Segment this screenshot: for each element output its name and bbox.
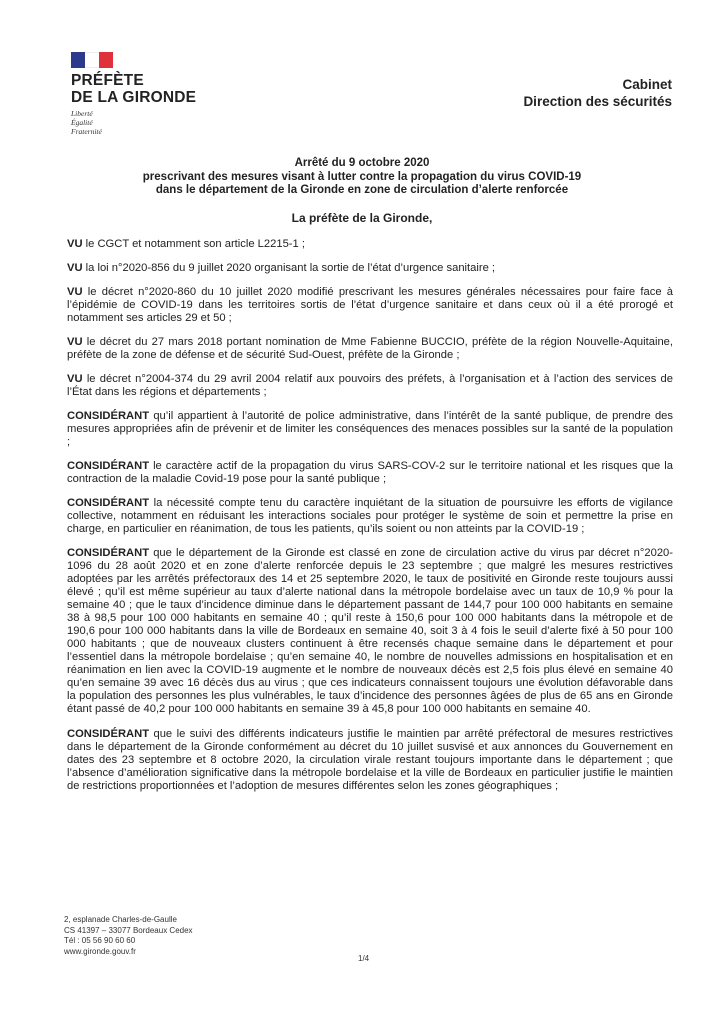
motto-fraternite: Fraternité xyxy=(71,127,102,136)
decree-author: La préfète de la Gironde, xyxy=(291,211,433,225)
prefecture-name-line1: PRÉFÈTE xyxy=(71,72,144,89)
paragraph-vu-decret-2020-860 xyxy=(67,286,673,325)
paragraph-text: la loi n°2020-856 du 9 juillet 2020 organisant la sortie de l’état d’urgence sanitaire ; xyxy=(82,262,496,274)
paragraph-text: que le département de la Gironde est classé en zone de circulation active du virus par décret n°2020-1096 du 28 août 2020 et en zone d’alerte renforcée depuis le 23 septembre ; que malgré les mesures restrictives adoptées par les arrêtés préfectoraux des 14 et 25 septembre 2020, le taux de positivité en Gironde reste toujours aussi élevé ; qu’il est même supérieur au taux d’alerte national dans la métropole bordelaise avec un taux de 10,9 % pour la semaine 40 ; que le taux d’incidence diminue dans le département passant de 144,7 pour 100 000 habitants en semaine 38 à 98,5 pour 100 000 habitants en semaine 40 ; qu’il reste à 150,6 pour 100 000 habitants dans la métropole et de 190,6 pour 100 000 habitants dans la ville de Bordeaux en semaine 40, soit 3 à 4 fois le seuil d’alerte fixé à 50 pour 100 000 habitants ; que de nouveaux clusters continuent à être recensés chaque semaine dans le département et pour l’essentiel dans la métropole bordelaise ; qu’en semaine 40, le nombre de nouvelles admissions en hospitalisation et en réanimation en lien avec la COVID-19 augmente et le nombre de nouveaux décès est 2,5 fois plus élevé en semaine 40 qu’en semaine 39 avec 16 décès dus au virus ; que ces indicateurs connaissent toujours une évolution défavorable dans la population des personnes les plus vulnérables, le taux d’incidence des personnes âgées de plus de 65 ans en Gironde étant passé de 40,2 pour 100 000 habitants en semaine 39 à 45,8 pour 100 000 habitants en semaine 40. xyxy=(67,547,673,715)
page-number: 1/4 xyxy=(358,954,370,963)
footer-website: www.gironde.gouv.fr xyxy=(64,946,136,956)
paragraph-text: le décret n°2020-860 du 10 juillet 2020 modifié prescrivant les mesures générales nécessaires pour faire face à l’épidémie de COVID-19 dans les territoires sortis de l’état d’urgence sanitaire et dans ceux où il a été prorogé et notamment ses articles 29 et 50 ; xyxy=(67,286,673,324)
decree-title xyxy=(60,157,664,198)
motto-egalite: Égalité xyxy=(71,118,93,127)
paragraph-text: le décret n°2004-374 du 29 avril 2004 relatif aux pouvoirs des préfets, à l’organisation et à l’action des services de l’État dans les régions et départements ; xyxy=(67,373,673,398)
decree-title-line3: dans le département de la Gironde en zone de circulation d’alerte renforcée xyxy=(155,184,569,196)
paragraph-considerant-suivi xyxy=(67,728,673,793)
footer-address-line1: 2, esplanade Charles-de-Gaulle xyxy=(64,915,177,924)
paragraph-keyword: VU xyxy=(67,336,83,348)
prefecture-name-line2: DE LA GIRONDE xyxy=(71,89,197,106)
decree-title-line1: Arrêté du 9 octobre 2020 xyxy=(294,157,430,169)
paragraph-keyword: CONSIDÉRANT xyxy=(67,460,150,472)
footer-address-line2: CS 41397 – 33077 Bordeaux Cedex xyxy=(64,925,193,935)
paragraph-keyword: VU xyxy=(67,373,83,385)
paragraph-vu-decret-nomination xyxy=(67,336,673,362)
paragraph-keyword: CONSIDÉRANT xyxy=(67,547,150,559)
paragraph-keyword: CONSIDÉRANT xyxy=(67,497,150,509)
footer-phone: Tél : 05 56 90 60 60 xyxy=(64,936,136,945)
paragraph-keyword: VU xyxy=(67,238,83,250)
decree-title-line2: prescrivant des mesures visant à lutter contre la propagation du virus COVID-19 xyxy=(142,170,582,183)
paragraph-considerant-vigilance xyxy=(67,497,673,536)
paragraph-text: le caractère actif de la propagation du virus SARS-COV-2 sur le territoire national et les risques que la contraction de la maladie Covid-19 pose pour la santé publique ; xyxy=(67,460,673,485)
paragraph-vu-cgct xyxy=(67,238,673,251)
paragraph-text: que le suivi des différents indicateurs justifie le maintien par arrêté préfectoral de mesures restrictives dans le département de la Gironde conformément au décret du 10 juillet susvisé et aux annonces du Gouvernement en dates des 23 septembre et 8 octobre 2020, la circulation virale restant toujours importante dans le département ; que l’absence d’amélioration significative dans la métropole bordelaise et la ville de Bordeaux en particulier justifie le maintien de restrictions proportionnées et l’adoption de mesures différentes selon les zones géographiques ; xyxy=(67,728,673,792)
prefecture-name xyxy=(71,72,196,106)
paragraph-text: la nécessité compte tenu du caractère inquiétant de la situation de poursuivre les efforts de vigilance collective, notamment en réduisant les interactions sociales pour protéger le système de soin et permettre la prise en charge, en particulier en réanimation, de tous les patients, qu’ils soient ou non atteints par la COVID-19 ; xyxy=(67,497,673,535)
office-heading xyxy=(523,76,672,110)
flag-red-band xyxy=(99,52,113,68)
footer-contact xyxy=(64,915,193,957)
motto-liberte: Liberté xyxy=(71,109,93,118)
paragraph-considerant-police xyxy=(67,410,673,449)
paragraph-vu-decret-2004-374 xyxy=(67,373,673,399)
paragraph-keyword: VU xyxy=(67,262,83,274)
decree-body xyxy=(67,238,673,804)
paragraph-keyword: CONSIDÉRANT xyxy=(67,728,150,740)
paragraph-text: qu’il appartient à l’autorité de police administrative, dans l’intérêt de la santé publique, de prendre des mesures appropriées afin de prévenir et de limiter les conséquences des menaces possibles sur la santé de la population ; xyxy=(67,410,673,448)
paragraph-vu-loi xyxy=(67,262,673,275)
office-direction: Direction des sécurités xyxy=(523,94,672,109)
paragraph-text: le CGCT et notamment son article L2215-1 ; xyxy=(82,238,305,250)
paragraph-keyword: VU xyxy=(67,286,83,298)
paragraph-text: le décret du 27 mars 2018 portant nomination de Mme Fabienne BUCCIO, préfète de la région Nouvelle-Aquitaine, préfète de la zone de défense et de sécurité Sud-Ouest, préfète de la Gironde ; xyxy=(67,336,673,361)
prefecture-logo xyxy=(71,52,196,136)
paragraph-keyword: CONSIDÉRANT xyxy=(67,410,150,422)
french-flag-icon xyxy=(71,52,113,68)
paragraph-considerant-indicateurs xyxy=(67,547,673,716)
flag-white-band xyxy=(85,52,99,68)
paragraph-considerant-propagation xyxy=(67,460,673,486)
flag-blue-band xyxy=(71,52,85,68)
republic-motto xyxy=(71,109,196,136)
office-cabinet: Cabinet xyxy=(622,77,672,92)
